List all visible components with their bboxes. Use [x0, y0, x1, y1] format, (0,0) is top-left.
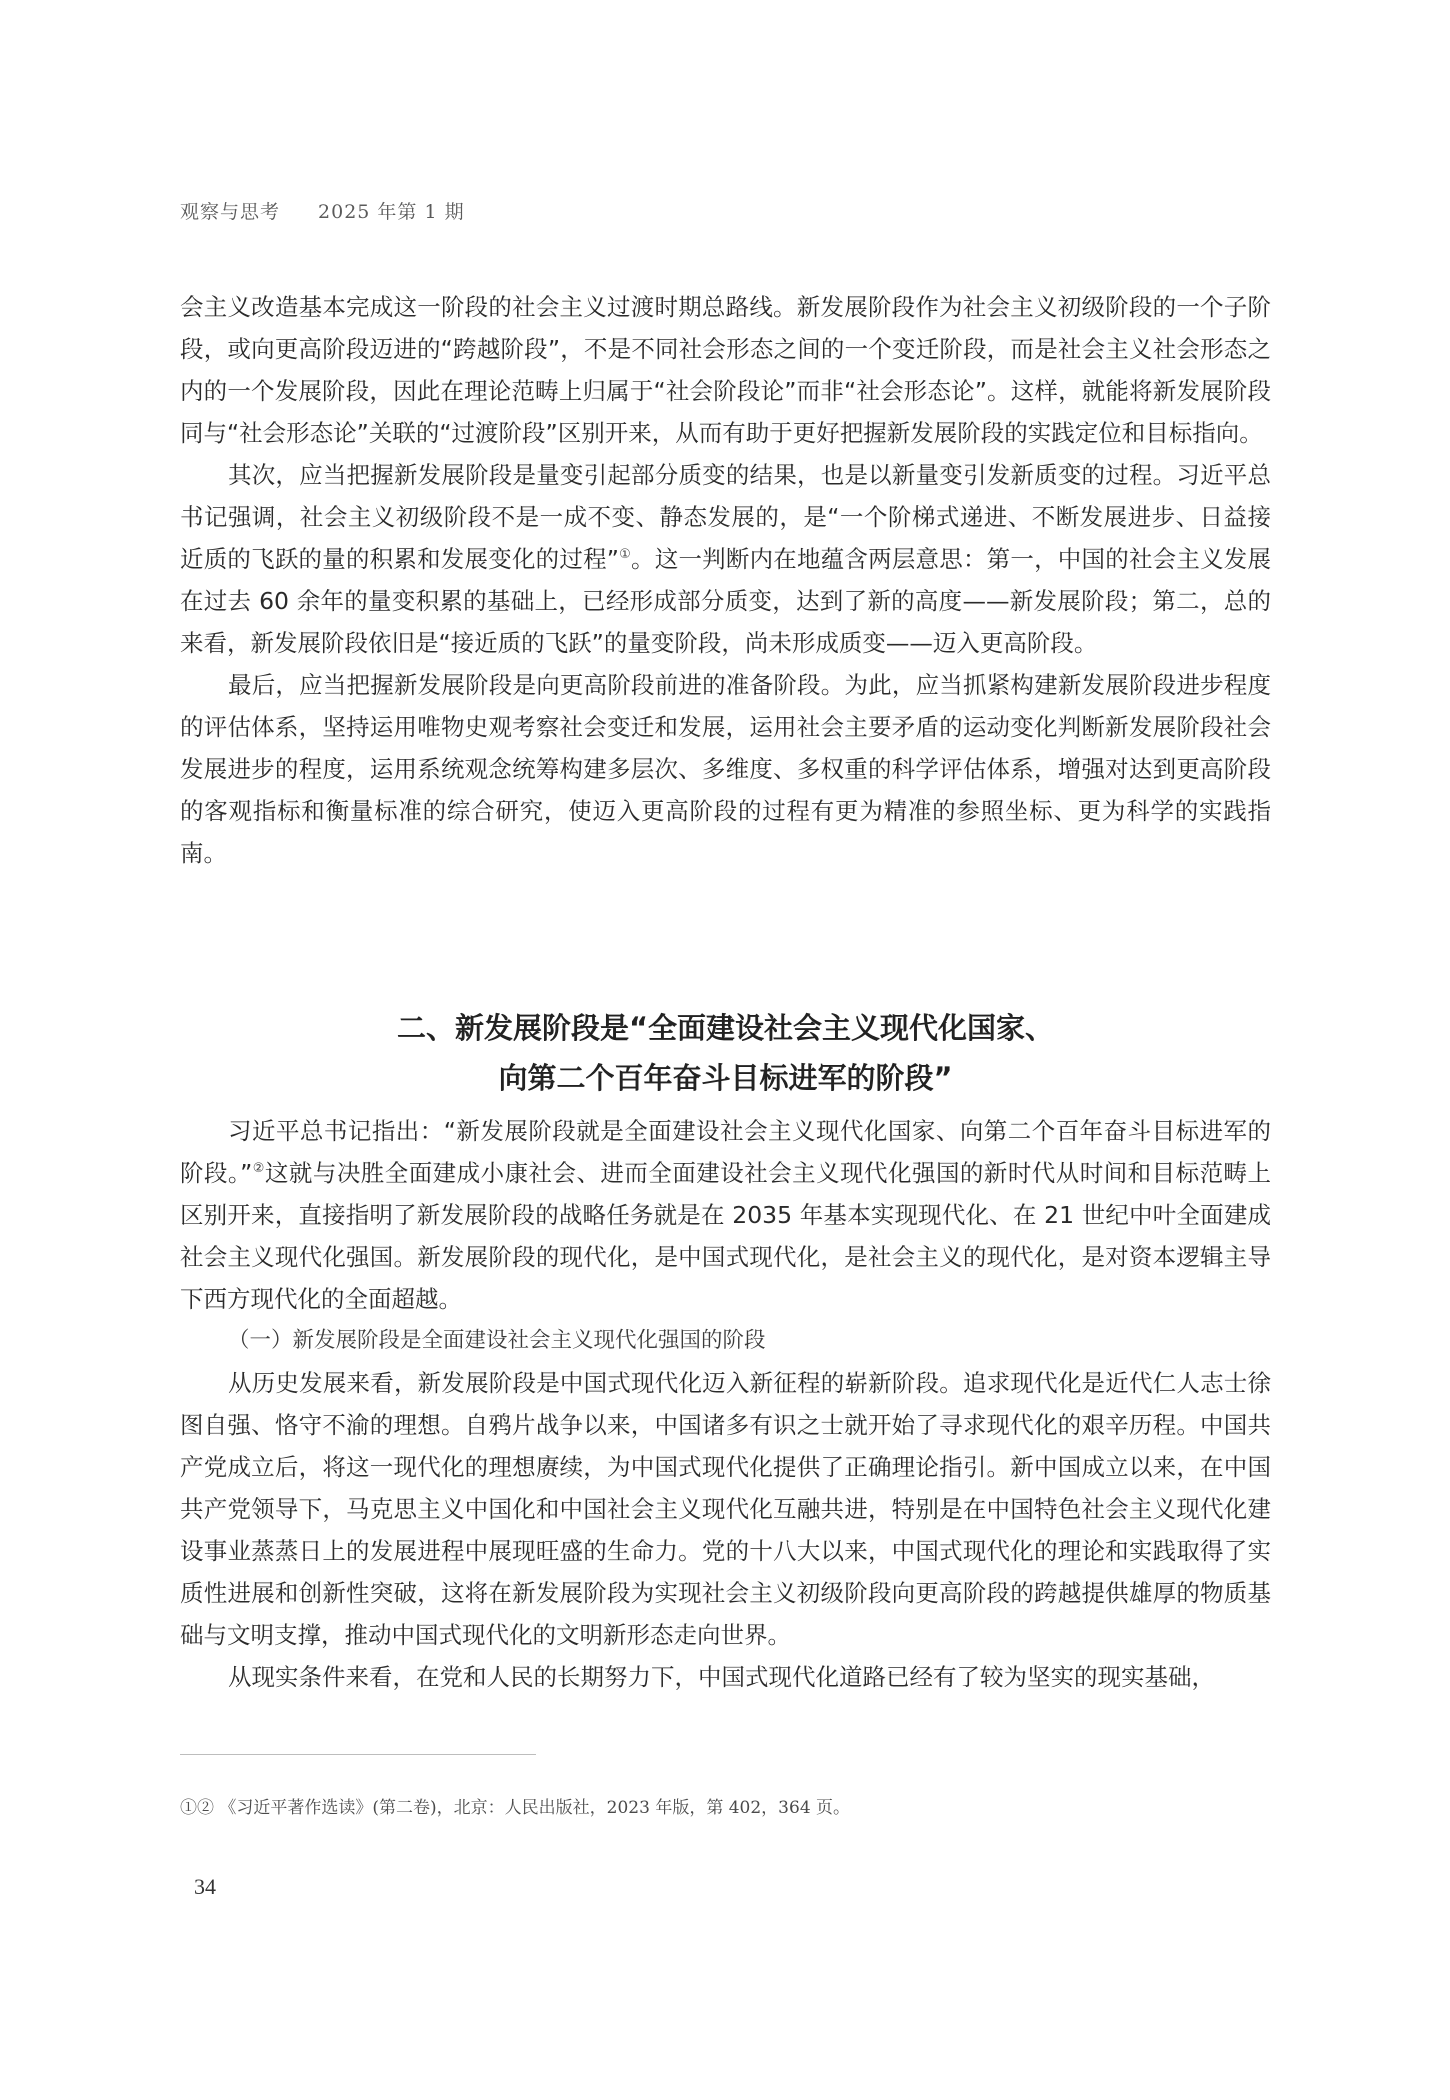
paragraph-text: 习近平总书记指出：“新发展阶段就是全面建设社会主义现代化国家、向第二个百年奋斗目标进军的阶段。”	[180, 1117, 1271, 1187]
paragraph-text: 。这一判断内在地蕴含两层意思：第一，中国的社会主义发展在过去 60 余年的量变积累的基础上，已经形成部分质变，达到了新的高度——新发展阶段；第二，总的来看，新发展阶段依旧是“接近质的飞跃”的量变阶段，尚未形成质变——迈入更高阶段。	[180, 545, 1271, 657]
section-heading	[180, 1003, 1271, 1103]
paragraph	[180, 454, 1271, 664]
subsection-heading: （一）新发展阶段是全面建设社会主义现代化强国的阶段	[228, 1328, 766, 1353]
footnote-marker: ①	[618, 547, 632, 563]
section-1-body	[180, 286, 1271, 874]
paragraph: 最后，应当把握新发展阶段是向更高阶段前进的准备阶段。为此，应当抓紧构建新发展阶段进步程度的评估体系，坚持运用唯物史观考察社会变迁和发展，运用社会主要矛盾的运动变化判断新发展阶段社会发展进步的程度，运用系统观念统筹构建多层次、多维度、多权重的科学评估体系，增强对达到更高阶段的客观指标和衡量标准的综合研究，使迈入更高阶段的过程有更为精准的参照坐标、更为科学的实践指南。	[180, 671, 1271, 867]
paragraph	[180, 1110, 1271, 1320]
section-heading-line: 二、新发展阶段是“全面建设社会主义现代化国家、	[396, 1011, 1055, 1045]
footnote-marker: ②	[252, 1161, 265, 1177]
paragraph: 会主义改造基本完成这一阶段的社会主义过渡时期总路线。新发展阶段作为社会主义初级阶段的一个子阶段，或向更高阶段迈进的“跨越阶段”，不是不同社会形态之间的一个变迁阶段，而是社会主义社会形态之内的一个发展阶段，因此在理论范畴上归属于“社会阶段论”而非“社会形态论”。这样，就能将新发展阶段同与“社会形态论”关联的“过渡阶段”区别开来，从而有助于更好把握新发展阶段的实践定位和目标指向。	[180, 293, 1271, 447]
paragraph: 从历史发展来看，新发展阶段是中国式现代化迈入新征程的崭新阶段。追求现代化是近代仁人志士徐图自强、恪守不渝的理想。自鸦片战争以来，中国诸多有识之士就开始了寻求现代化的艰辛历程。中国共产党成立后，将这一现代化的理想赓续，为中国式现代化提供了正确理论指引。新中国成立以来，在中国共产党领导下，马克思主义中国化和中国社会主义现代化互融共进，特别是在中国特色社会主义现代化建设事业蒸蒸日上的发展进程中展现旺盛的生命力。党的十八大以来，中国式现代化的理论和实践取得了实质性进展和创新性突破，这将在新发展阶段为实现社会主义初级阶段向更高阶段的跨越提供雄厚的物质基础与文明支撑，推动中国式现代化的文明新形态走向世界。	[180, 1369, 1271, 1649]
paragraph: 从现实条件来看，在党和人民的长期努力下，中国式现代化道路已经有了较为坚实的现实基础，	[228, 1663, 1215, 1691]
footnote: ①② 《习近平著作选读》(第二卷)，北京：人民出版社，2023 年版，第 402，364 页。	[180, 1798, 851, 1818]
paragraph-text: 其次，应当把握新发展阶段是量变引起部分质变的结果，也是以新量变引发新质变的过程。习近平总书记强调，社会主义初级阶段不是一成不变、静态发展的，是“一个阶梯式递进、不断发展进步、日益接近质的飞跃的量的积累和发展变化的过程”	[180, 461, 1271, 573]
footnote-divider	[180, 1754, 536, 1755]
paragraph-text: 这就与决胜全面建成小康社会、进而全面建设社会主义现代化强国的新时代从时间和目标范畴上区别开来，直接指明了新发展阶段的战略任务就是在 2035 年基本实现现代化、在 21 世纪中叶全面建成社会主义现代化强国。新发展阶段的现代化，是中国式现代化，是社会主义的现代化，是对资本逻辑主导下西方现代化的全面超越。	[180, 1159, 1272, 1313]
section-heading-line: 向第二个百年奋斗目标进军的阶段”	[498, 1061, 953, 1095]
running-head	[180, 197, 465, 224]
issue-number: 2025 年第 1 期	[318, 201, 465, 223]
page-number: 34	[194, 1874, 216, 1899]
journal-name: 观察与思考	[180, 201, 281, 223]
section-2-body	[180, 1110, 1271, 1698]
